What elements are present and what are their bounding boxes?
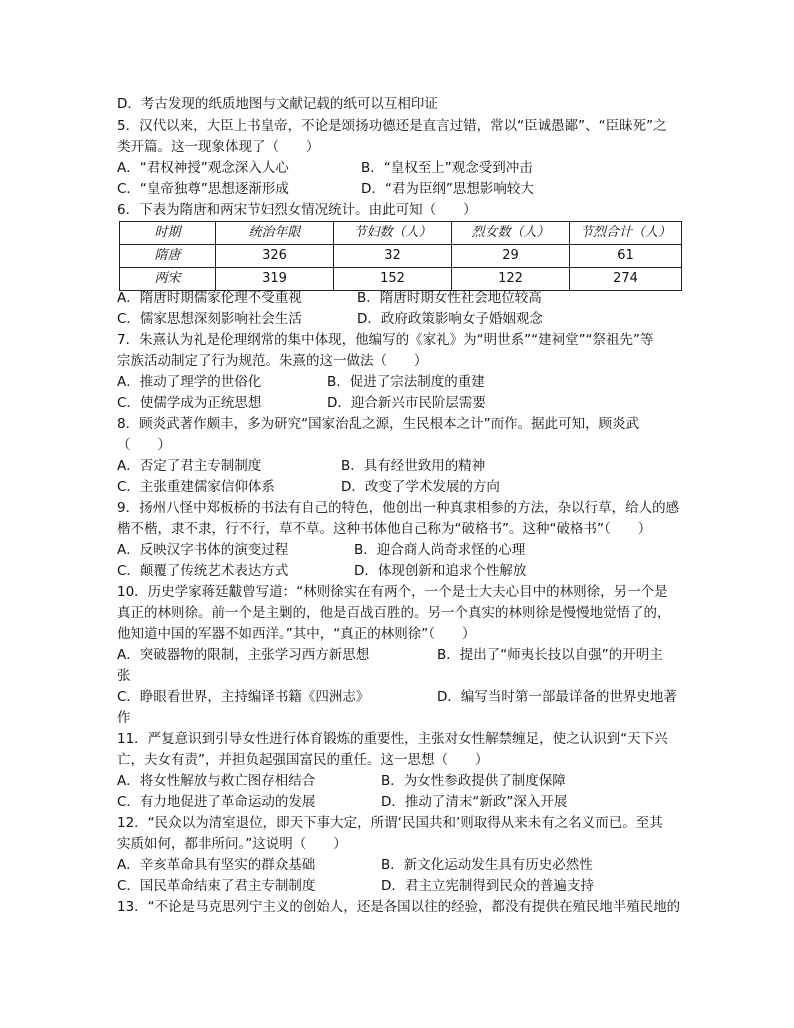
q12-stem-line1: 12．“民众以为清室退位，即天下事大定，所谓‘民国共和’则取得从来未有之名义而已。至其 — [117, 815, 663, 831]
table-row — [120, 245, 682, 268]
q10-stem-line2: 真正的林则徐。前一个是主剿的，他是百战百胜的。另一个真实的林则徐是慢慢地觉悟了的， — [117, 605, 671, 621]
q6-option-c: C．儒家思想深刻影响社会生活 — [117, 311, 302, 327]
q12-option-d: D．君主立宪制得到民众的普遍支持 — [381, 878, 594, 894]
q11-option-c: C．有力地促进了革命运动的发展 — [117, 794, 316, 810]
q6-stats-table — [119, 221, 682, 291]
q8-option-d: D．改变了学术发展的方向 — [341, 479, 500, 495]
table-cell: 61 — [570, 245, 682, 268]
table-cell: 122 — [452, 268, 570, 291]
q7-option-b: B．促进了宗法制度的重建 — [327, 374, 485, 390]
q8-stem-line1: 8．顾炎武著作颇丰，多为研究“国家治乱之源，生民根本之计”而作。据此可知，顾炎武 — [117, 416, 640, 432]
q8-option-a: A．否定了君主专制制度 — [117, 458, 262, 474]
table-header-row — [120, 222, 682, 245]
q8-option-c: C．主张重建儒家信仰体系 — [117, 479, 275, 495]
q9-stem-line1: 9．扬州八怪中郑板桥的书法有自己的特色，他创出一种真隶相参的方法，杂以行草，给人的感 — [117, 500, 680, 516]
q7-stem-line2: 宗族活动制定了行为规范。朱熹的这一做法（ ） — [117, 353, 428, 369]
table-cell: 326 — [216, 245, 334, 268]
q5-stem-line2: 类开篇。这一现象体现了（ ） — [117, 139, 320, 155]
table-cell: 两宋 — [120, 268, 216, 291]
q12-option-c: C．国民革命结束了君主专制制度 — [117, 878, 316, 894]
q6-stem: 6．下表为隋唐和两宋节妇烈女情况统计。由此可知（ ） — [117, 202, 477, 218]
q10-option-d-line1: D．编写当时第一部最详备的世界史地著 — [437, 689, 677, 705]
q6-option-d: D．政府政策影响女子婚姻观念 — [357, 311, 543, 327]
q11-option-d: D．推动了清末“新政”深入开展 — [381, 794, 568, 810]
q10-option-c: C．睁眼看世界，主持编译书籍《四洲志》 — [117, 689, 370, 705]
q10-option-b-line1: B．提出了“师夷长技以自强”的开明主 — [437, 647, 663, 663]
q10-option-d-line2: 作 — [117, 710, 131, 726]
q9-option-c: C．颠覆了传统艺术表达方式 — [117, 563, 289, 579]
q6-option-a: A．隋唐时期儒家伦理不受重视 — [117, 290, 302, 306]
table-cell: 152 — [334, 268, 452, 291]
q12-option-b: B．新文化运动发生具有历史必然性 — [381, 857, 593, 873]
q7-option-c: C．使儒学成为正统思想 — [117, 395, 262, 411]
q11-option-a: A．将女性解放与救亡图存相结合 — [117, 773, 316, 789]
table-header-cell: 烈女数（人） — [452, 222, 570, 245]
q12-stem-line2: 实质如何，都非所问。”这说明（ ） — [117, 836, 347, 852]
table-cell: 32 — [334, 245, 452, 268]
q10-option-b-line2: 张 — [117, 668, 131, 684]
q5-option-c: C．“皇帝独尊”思想逐渐形成 — [117, 181, 289, 197]
q6-option-b: B．隋唐时期女性社会地位较高 — [357, 290, 542, 306]
q9-option-b: B．迎合商人尚奇求怪的心理 — [354, 542, 526, 558]
q5-option-a: A．“君权神授”观念深入人心 — [117, 160, 289, 176]
table-header-cell: 节妇数（人） — [334, 222, 452, 245]
q7-option-d: D．迎合新兴市民阶层需要 — [327, 395, 486, 411]
q10-stem-line3: 他知道中国的军器不如西洋。”其中，“真正的林则徐”（ ） — [117, 626, 476, 642]
table-header-cell: 节烈合计（人） — [570, 222, 682, 245]
q11-stem-line1: 11．严复意识到引导女性进行体育锻炼的重要性，主张对女性解禁缠足，使之认识到“天下兴 — [117, 731, 668, 747]
q8-stem-line2: （ ） — [117, 437, 171, 453]
q9-stem-line2: 楷不楷，隶不隶，行不行，草不草。这种书体他自己称为“破格书”。这种“破格书”（ ） — [117, 521, 652, 537]
q5-option-b: B．“皇权至上”观念受到冲击 — [361, 160, 533, 176]
q7-stem-line1: 7．朱熹认为礼是伦理纲常的集中体现，他编写的《家礼》为“明世系”“建祠堂”“祭祖先”等 — [117, 332, 654, 348]
table-header-cell: 统治年限 — [216, 222, 334, 245]
q5-stem-line1: 5．汉代以来，大臣上书皇帝，不论是颂扬功德还是直言过错，常以“臣诚愚鄙”、“臣昧死”之 — [117, 118, 667, 134]
q9-option-a: A．反映汉字书体的演变过程 — [117, 542, 289, 558]
table-cell: 319 — [216, 268, 334, 291]
q12-option-a: A．辛亥革命具有坚实的群众基础 — [117, 857, 316, 873]
q10-option-a: A．突破器物的限制，主张学习西方新思想 — [117, 647, 370, 663]
table-cell: 29 — [452, 245, 570, 268]
q7-option-a: A．推动了理学的世俗化 — [117, 374, 262, 390]
table-cell: 隋唐 — [120, 245, 216, 268]
q8-option-b: B．具有经世致用的精神 — [341, 458, 486, 474]
q11-option-b: B．为女性参政提供了制度保障 — [381, 773, 566, 789]
q13-stem-line1: 13．“不论是马克思列宁主义的创始人，还是各国以往的经验，都没有提供在殖民地半殖民地的 — [117, 899, 681, 915]
table-cell: 274 — [570, 268, 682, 291]
q4-option-d: D．考古发现的纸质地图与文献记载的纸可以互相印证 — [117, 96, 438, 112]
q11-stem-line2: 亡，夫女有责”，并担负起强国富民的重任。这一思想（ ） — [117, 752, 489, 768]
table-header-cell: 时期 — [120, 222, 216, 245]
q10-stem-line1: 10．历史学家蒋廷黻曾写道：“林则徐实在有两个，一个是士大夫心目中的林则徐，另一个是 — [117, 584, 668, 600]
q5-option-d: D．“君为臣纲”思想影响较大 — [361, 181, 534, 197]
q9-option-d: D．体现创新和追求个性解放 — [354, 563, 527, 579]
